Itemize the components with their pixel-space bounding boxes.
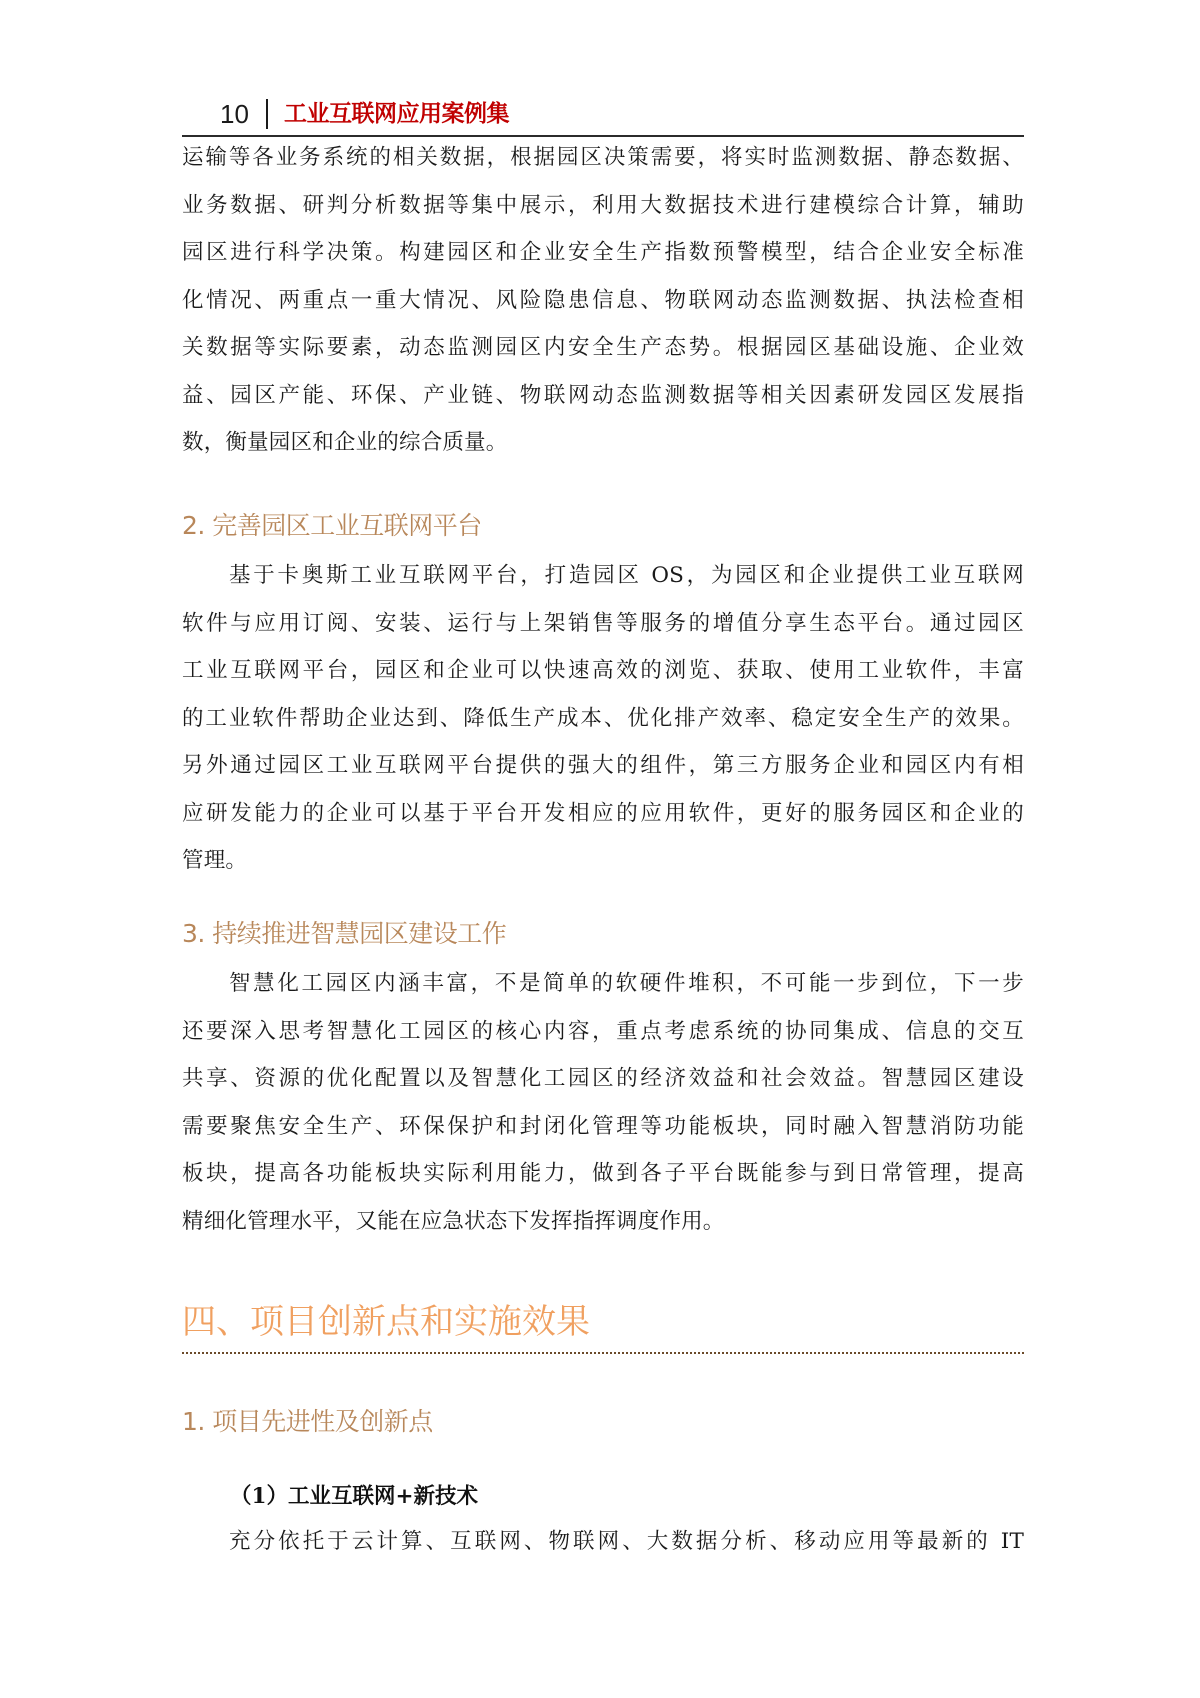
paragraph-line: 益、园区产能、环保、产业链、物联网动态监测数据等相关因素研发园区发展指 (182, 382, 1024, 408)
chapter-4-section-1-heading: 1. 项目先进性及创新点 (182, 1407, 433, 1436)
paragraph-line: 充分依托于云计算、互联网、物联网、大数据分析、移动应用等最新的 IT (229, 1529, 1024, 1554)
paragraph-line: 共享、资源的优化配置以及智慧化工园区的经济效益和社会效益。智慧园区建设 (182, 1066, 1024, 1091)
paragraph-line: 基于卡奥斯工业互联网平台，打造园区 OS，为园区和企业提供工业互联网 (229, 563, 1024, 588)
section-2-heading: 2. 完善园区工业互联网平台 (182, 511, 482, 540)
paragraph-line: 应研发能力的企业可以基于平台开发相应的应用软件，更好的服务园区和企业的 (182, 800, 1024, 826)
subsection-heading: （1）工业互联网+新技术 (230, 1484, 478, 1509)
paragraph-line: 另外通过园区工业互联网平台提供的强大的组件，第三方服务企业和园区内有相 (182, 753, 1024, 778)
paragraph-line: 数，衡量园区和企业的综合质量。 (182, 430, 508, 455)
chapter-4-heading: 四、项目创新点和实施效果 (182, 1302, 590, 1342)
section-3-heading: 3. 持续推进智慧园区建设工作 (182, 919, 507, 948)
book-title: 工业互联网应用案例集 (284, 101, 509, 127)
chapter-4-section-1-paragraph (182, 1518, 1024, 1566)
section-3-paragraph (182, 960, 1024, 1245)
paragraph-line: 运输等各业务系统的相关数据，根据园区决策需要，将实时监测数据、静态数据、 (182, 145, 1024, 170)
paragraph-line: 工业互联网平台，园区和企业可以快速高效的浏览、获取、使用工业软件，丰富 (182, 658, 1024, 683)
chapter-divider (182, 1352, 1024, 1354)
paragraph-line: 园区进行科学决策。构建园区和企业安全生产指数预警模型，结合企业安全标准 (182, 240, 1024, 265)
paragraph-line: 的工业软件帮助企业达到、降低生产成本、优化排产效率、稳定安全生产的效果。 (182, 705, 1024, 731)
section-2-paragraph (182, 552, 1024, 885)
paragraph-line: 需要聚焦安全生产、环保保护和封闭化管理等功能板块，同时融入智慧消防功能 (182, 1113, 1024, 1139)
paragraph-line: 业务数据、研判分析数据等集中展示，利用大数据技术进行建模综合计算，辅助 (182, 192, 1024, 218)
paragraph-line: 管理。 (182, 848, 248, 873)
intro-paragraph (182, 134, 1024, 467)
paragraph-line: 还要深入思考智慧化工园区的核心内容，重点考虑系统的协同集成、信息的交互 (182, 1018, 1024, 1044)
paragraph-line: 软件与应用订阅、安装、运行与上架销售等服务的增值分享生态平台。通过园区 (182, 610, 1024, 636)
paragraph-line: 化情况、两重点一重大情况、风险隐患信息、物联网动态监测数据、执法检查相 (182, 287, 1024, 313)
page-number: 10 (220, 99, 249, 129)
paragraph-line: 关数据等实际要素，动态监测园区内安全生产态势。根据园区基础设施、企业效 (182, 335, 1024, 360)
paragraph-line: 精细化管理水平，又能在应急状态下发挥指挥调度作用。 (182, 1208, 725, 1234)
paragraph-line: 智慧化工园区内涵丰富，不是简单的软硬件堆积，不可能一步到位，下一步 (229, 971, 1024, 996)
paragraph-line: 板块，提高各功能板块实际利用能力，做到各子平台既能参与到日常管理，提高 (182, 1161, 1024, 1186)
running-header (182, 95, 1024, 137)
header-separator (266, 99, 268, 129)
